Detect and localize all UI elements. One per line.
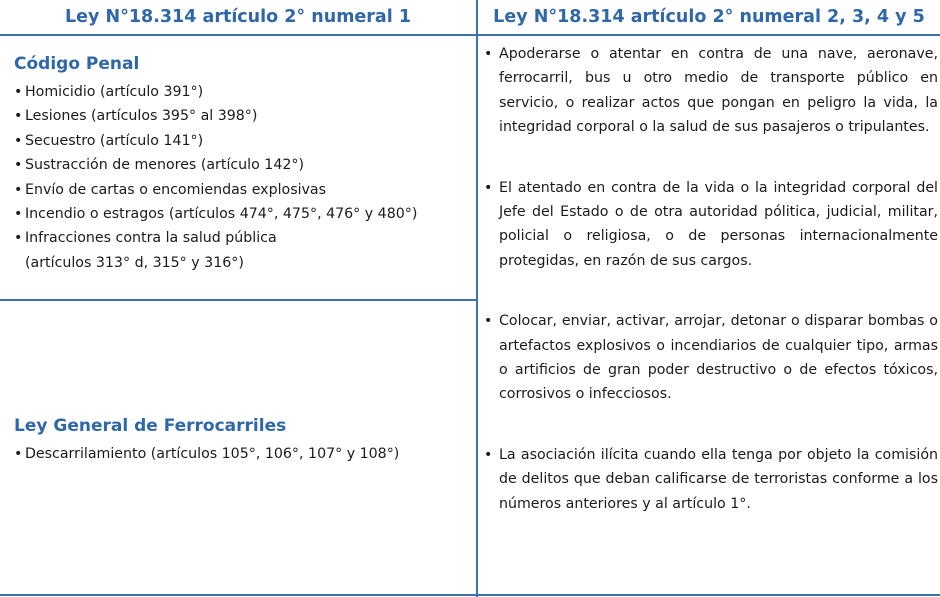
codigo-penal-list — [14, 80, 472, 275]
header-right: Ley N°18.314 artículo 2° numeral 2, 3, 4 y 5 — [493, 7, 925, 27]
list-item-text: Colocar, enviar, activar, arrojar, detonar o disparar bombas o artefactos explosivos o incendiarios de cualquier tipo, armas o artificios de gran poder destructivo o de efectos tóxicos, corrosivos o infecciosos. — [499, 313, 938, 403]
list-item-text: Envío de cartas o encomiendas explosivas — [25, 181, 327, 198]
section-title-ley-ferrocarriles: Ley General de Ferrocarriles — [14, 416, 287, 436]
list-item-text: Apoderarse o atentar en contra de una nave, aeronave, ferrocarril, bus u otro medio de transporte público en servicio, o realizar actos que pongan en peligro la vida, la integridad corporal o la salud de sus pasajeros o tripulantes. — [499, 46, 938, 136]
list-item — [14, 226, 472, 275]
list-item-text: El atentado en contra de la vida o la integridad corporal del Jefe del Estado o de otra autoridad pólitica, judicial, militar, policial o religiosa, o de personas internacionalmente protegidas, en razón de sus cargos. — [499, 179, 938, 269]
list-item-continuation: (artículos 313° d, 315° y 316°) — [25, 254, 244, 271]
ley-ferrocarriles-list — [14, 442, 472, 466]
left-row-divider — [0, 299, 476, 301]
list-item-text: Secuestro (artículo 141°) — [25, 132, 204, 149]
list-item-text: Descarrilamiento (artículos 105°, 106°, 107° y 108°) — [25, 446, 400, 462]
list-item — [484, 443, 938, 516]
list-item — [14, 202, 472, 226]
ley-ferrocarriles-section — [14, 416, 472, 466]
list-item — [14, 153, 472, 177]
codigo-penal-section — [14, 54, 472, 275]
list-item — [14, 129, 472, 153]
list-item-text: Lesiones (artículos 395° al 398°) — [25, 108, 258, 125]
list-item-text: Homicidio (artículo 391°) — [25, 84, 204, 100]
list-item-text: Incendio o estragos (artículos 474°, 475°, 476° y 480°) — [25, 206, 418, 223]
numerales-list — [484, 42, 938, 552]
list-item — [484, 42, 938, 140]
header-left: Ley N°18.314 artículo 2° numeral 1 — [64, 7, 412, 27]
table-bottom-border — [0, 594, 940, 596]
list-item — [14, 80, 472, 104]
list-item-text: La asociación ilícita cuando ella tenga por objeto la comisión de delitos que deban calificarse de terroristas conforme a los números anteriores y al artículo 1°. — [499, 446, 938, 512]
list-item — [484, 176, 938, 274]
column-divider — [476, 0, 478, 597]
list-item-text: Infracciones contra la salud pública — [25, 230, 277, 247]
list-item — [14, 104, 472, 128]
table-header-row — [0, 0, 940, 36]
list-item — [14, 442, 472, 466]
list-item-text: Sustracción de menores (artículo 142°) — [25, 157, 305, 174]
list-item — [484, 309, 938, 407]
list-item — [14, 178, 472, 202]
section-title-codigo-penal: Código Penal — [14, 54, 140, 74]
